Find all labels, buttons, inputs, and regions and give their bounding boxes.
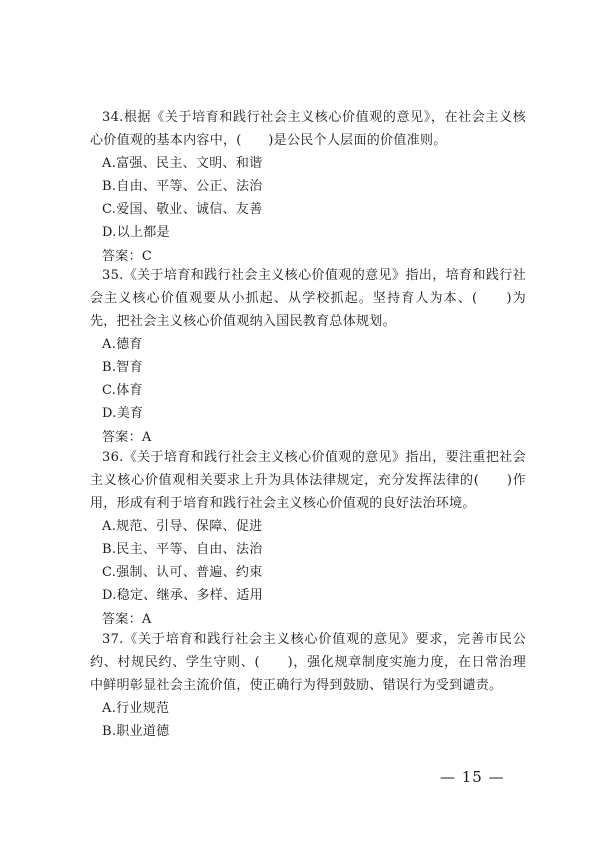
option-a: A.德育 (102, 337, 143, 352)
question-stem: 34.根据《关于培育和践行社会主义核心价值观的意见》，在社会主义核心价值观的基本内容中，( )是公民个人层面的价值准则。 (90, 110, 526, 148)
question-stem: 35.《关于培育和践行社会主义核心价值观的意见》指出，培育和践行社会主义核心价值观要从小抓起、从学校抓起。坚持育人为本、( )为先，把社会主义核心价值观纳入国民教育总体规划。 (90, 268, 526, 329)
option-b: B.民主、平等、自由、法治 (102, 542, 263, 557)
option-d: D.以上都是 (102, 225, 170, 240)
option-c: C.体育 (102, 383, 143, 398)
option-a: A.富强、民主、文明、和谐 (102, 156, 263, 171)
question-37 (90, 628, 526, 743)
option-b: B.职业道德 (102, 724, 170, 739)
option-d: D.稳定、继承、多样、适用 (102, 588, 263, 603)
answer: 答案：C (102, 249, 153, 264)
option-c: C.强制、认可、普遍、约束 (102, 565, 263, 580)
question-stem: 37.《关于培育和践行社会主义核心价值观的意见》要求，完善市民公约、村规民约、学生守则、( )，强化规章制度实施力度，在日常治理中鲜明彰显社会主流价值，使正确行为得到鼓励、错误行为受到谴责。 (90, 632, 526, 693)
option-d: D.美育 (102, 406, 144, 421)
option-c: C.爱国、敬业、诚信、友善 (102, 202, 263, 217)
answer: 答案：A (102, 612, 152, 627)
option-a: A.规范、引导、保障、促进 (102, 519, 263, 534)
option-a: A.行业规范 (102, 701, 170, 716)
question-34 (90, 106, 526, 268)
answer: 答案：A (102, 430, 152, 445)
option-b: B.自由、平等、公正、法治 (102, 179, 263, 194)
option-b: B.智育 (102, 360, 143, 375)
question-35 (90, 264, 526, 449)
question-stem: 36.《关于培育和践行社会主义核心价值观的意见》指出，要注重把社会主义核心价值观相关要求上升为具体法律规定，充分发挥法律的( )作用，形成有利于培育和践行社会主义核心价值观的良好法治环境。 (90, 450, 526, 511)
page-number: — 15 — (440, 768, 505, 786)
question-36 (90, 446, 526, 631)
